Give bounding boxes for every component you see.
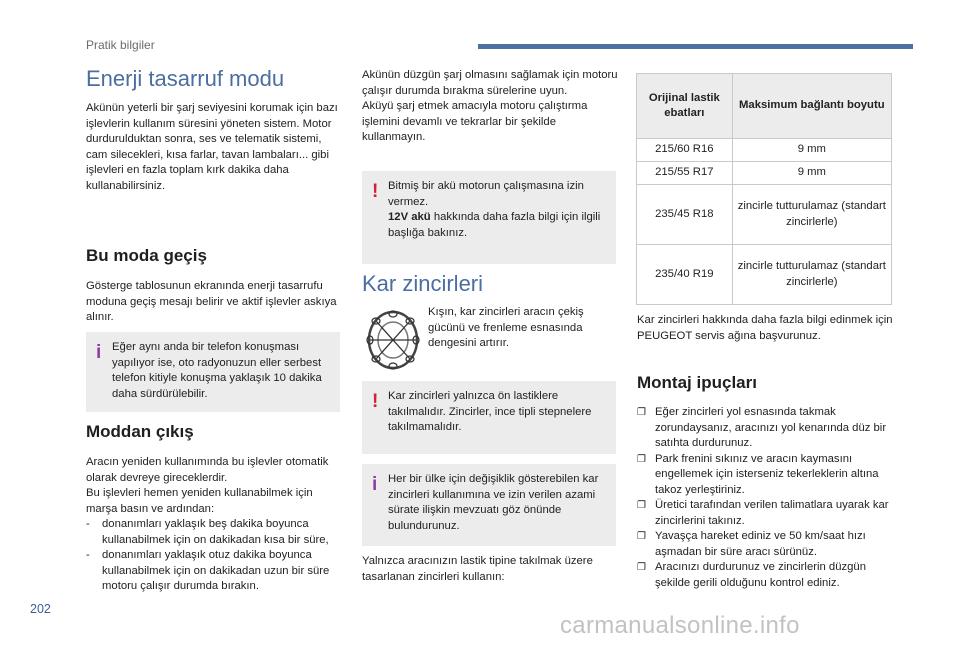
exit-mode-text2: Bu işlevleri hemen yeniden kullanabilmek için marşa basın ve ardından: — [86, 487, 313, 515]
warning-battery-line2: 12V akü hakkında daha fazla bilgi için ilgili başlığa bakınız. — [388, 211, 601, 239]
charge-text1: Akünün düzgün şarj olmasını sağlamak için motoru çalışır durumda bırakma sürelerine uyun. — [362, 69, 618, 97]
warning-icon: ! — [372, 391, 379, 412]
exit-mode-item: - donanımları yaklaşık otuz dakika boyunca kullanabilmek için on dakikadan uzun bir süre motoru çalışır durumda bırakın. — [86, 549, 330, 592]
table-row — [637, 185, 892, 245]
watermark: carmanualsonline.info — [560, 612, 800, 639]
info-note-regulations — [362, 464, 616, 546]
exit-mode-text1: Aracın yeniden kullanımında bu işlevler otomatik olarak devreye gireceklerdir. — [86, 456, 329, 484]
checkbox-bullet-icon: ❐ — [637, 562, 646, 573]
info-note-phone — [86, 332, 340, 412]
table-header-row — [637, 74, 892, 139]
table-row — [637, 139, 892, 162]
chains-usage-text: Yalnızca aracınızın lastik tipine takılmak üzere tasarlanan zincirleri kullanın: — [362, 555, 593, 583]
section-label: Pratik bilgiler — [86, 38, 155, 52]
exit-mode-item: - donanımları yaklaşık beş dakika boyunca kullanabilmek için on dakikadan kısa bir süre, — [86, 518, 329, 546]
snow-chain-illustration — [364, 309, 424, 371]
table-header-cell: Maksimum bağlantı boyutu — [732, 74, 891, 139]
checkbox-bullet-icon: ❐ — [637, 407, 646, 418]
service-network-text: Kar zincirleri hakkında daha fazla bilgi edinmek için PEUGEOT servis ağına başvurunuz. — [637, 314, 893, 342]
table-cell: 215/60 R16 — [637, 139, 733, 162]
snow-chains-title: Kar zincirleri — [362, 271, 484, 296]
mounting-tip-item: ❐ Üretici tarafından verilen talimatlara uyarak kar zincirlerini takınız. — [637, 499, 889, 527]
chains-intro-text: Kışın, kar zincirleri aracın çekiş gücünü ve frenleme esnasında dengesini artırır. — [428, 306, 584, 349]
energy-saving-intro: Akünün yeterli bir şarj seviyesini korumak için bazı işlevlerin kullanım süresini yöneten sistem. Motor durdurulduktan sonra, ses ve telematik sistemi, cam silecekleri, kısa farlar, tavan lambaları... gibi işlevleri en fazla toplam kırk dakika daha kullanabilirsiniz. — [86, 102, 338, 192]
charge-text2: Aküyü şarj etmek amacıyla motoru çalıştırma işlemini devamlı ve tekrarlar bir şekilde kullanmayın. — [362, 100, 588, 143]
table-cell: 9 mm — [732, 139, 891, 162]
table-cell: zincirle tutturulamaz (standart zincirlerle) — [732, 245, 891, 305]
exit-mode-section — [86, 422, 342, 595]
mounting-tip-item: ❐ Yavaşça hareket ediniz ve 50 km/saat hızı aşmadan bir süre aracı sürünüz. — [637, 530, 866, 558]
col-energy-saving — [86, 66, 342, 194]
snow-chain-tire-icon — [364, 309, 424, 371]
mounting-tip-item: ❐ Eğer zincirleri yol esnasında takmak zorundaysanız, aracınızı yol kenarında düz bir satıhta durdurunuz. — [637, 406, 887, 449]
table-row — [637, 245, 892, 305]
exit-mode-title: Moddan çıkış — [86, 422, 194, 441]
mounting-tip-item: ❐ Park frenini sıkınız ve aracın kaymasını engellemek için isterseniz tekerleklerin altına takoz yerleştiriniz. — [637, 452, 879, 496]
checkbox-bullet-icon: ❐ — [637, 453, 646, 465]
entering-mode-section — [86, 246, 342, 326]
table-row — [637, 162, 892, 185]
table-cell: 235/45 R18 — [637, 185, 733, 245]
warning-chains-text: Kar zincirleri yalnızca ön lastiklere takılmalıdır. Zincirler, ince tipli stepnelere takılmamalıdır. — [388, 390, 592, 433]
checkbox-bullet-icon: ❐ — [637, 500, 646, 511]
info-regulations-text: Her bir ülke için değişiklik gösterebilen kar zincirleri kullanımına ve izin verilen azami sürate ilişkin mevzuatı göz önünde bulundurunuz. — [388, 473, 599, 532]
info-icon: i — [96, 342, 102, 363]
mounting-tips-section — [637, 373, 899, 591]
page-number: 202 — [30, 602, 51, 616]
header-bar — [478, 44, 913, 49]
warning-battery-line1: Bitmiş bir akü motorun çalışmasına izin vermez. — [388, 180, 584, 208]
table-cell: 9 mm — [732, 162, 891, 185]
checkbox-bullet-icon: ❐ — [637, 531, 646, 542]
entering-mode-text: Gösterge tablosunun ekranında enerji tasarrufu moduna geçiş mesajı belirir ve aktif işlevler askıya alınır. — [86, 280, 337, 323]
warning-icon: ! — [372, 181, 379, 202]
table-header-cell: Orijinal lastik ebatları — [637, 74, 733, 139]
warning-note-battery — [362, 171, 616, 264]
table-cell: 235/40 R19 — [637, 245, 733, 305]
table-cell: 215/55 R17 — [637, 162, 733, 185]
mounting-tip-item: ❐ Aracınızı durdurunuz ve zincirlerin düzgün şekilde gerili olduğunu kontrol ediniz. — [637, 561, 866, 589]
mounting-tips-title: Montaj ipuçları — [637, 373, 757, 392]
info-note-text: Eğer aynı anda bir telefon konuşması yapılıyor ise, oto radyonuzun eller serbest telefon kitiyle konuşma yaklaşık 10 dakika daha sürdürülebilir. — [112, 341, 322, 400]
info-icon: i — [372, 474, 378, 495]
tire-size-table — [636, 73, 892, 305]
table-cell: zincirle tutturulamaz (standart zincirlerle) — [732, 185, 891, 245]
warning-note-chains — [362, 381, 616, 454]
energy-saving-title: Enerji tasarruf modu — [86, 66, 285, 91]
entering-mode-title: Bu moda geçiş — [86, 246, 207, 265]
col-charge-text — [362, 68, 618, 146]
